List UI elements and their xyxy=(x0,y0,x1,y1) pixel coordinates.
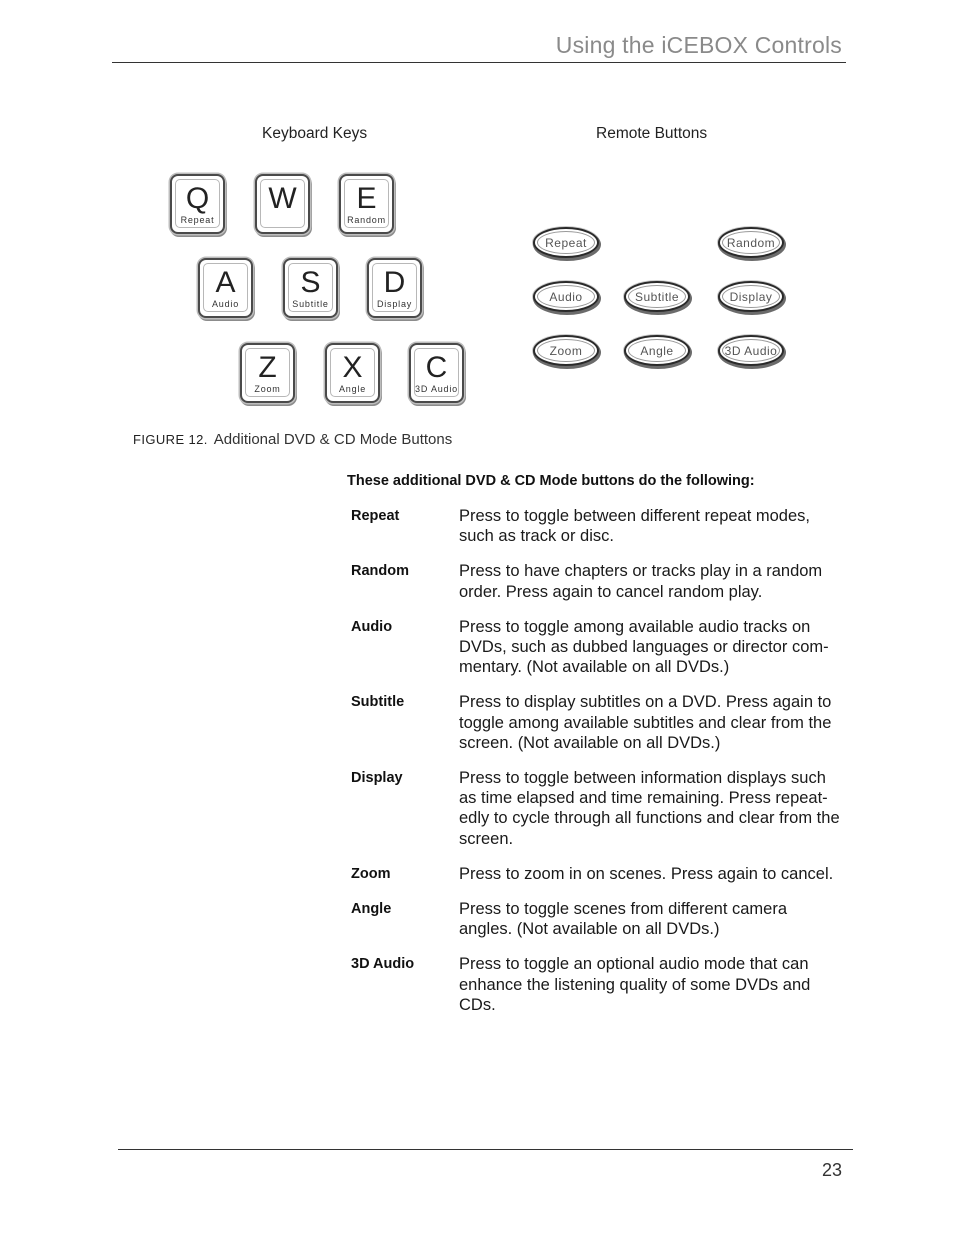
key-sublabel: Repeat xyxy=(180,215,215,225)
button-descriptions xyxy=(351,506,841,1030)
remote-button-subtitle xyxy=(624,281,690,312)
key-letter: W xyxy=(268,182,297,215)
list-item xyxy=(351,768,841,849)
list-item xyxy=(351,692,841,753)
keyboard-keys-label: Keyboard Keys xyxy=(262,125,368,142)
page-number: 23 xyxy=(821,1160,842,1180)
key-letter: D xyxy=(383,266,406,299)
remote-button-label: Angle xyxy=(640,343,674,358)
list-item xyxy=(351,561,841,601)
remote-button-random xyxy=(718,227,784,258)
key-letter: E xyxy=(356,182,377,215)
figure-caption-text: Additional DVD & CD Mode Buttons xyxy=(213,431,453,448)
key-sublabel: Zoom xyxy=(254,384,281,394)
list-item xyxy=(351,617,841,678)
key-q xyxy=(170,174,225,234)
remote-button-display xyxy=(718,281,784,312)
key-x xyxy=(325,343,380,403)
definition-subtitle: Press to display subtitles on a DVD. Press again to toggle among available subtitles and clear from the screen. (Not available on all DVDs.) xyxy=(459,693,832,752)
list-item xyxy=(351,899,841,939)
definition-display: Press to toggle between information displays such as time elapsed and time remaining. Press repeat- edly to cycle through all functions and clear from the screen. xyxy=(459,769,840,848)
remote-button-label: Display xyxy=(729,289,773,304)
definition-repeat: Press to toggle between different repeat modes, such as track or disc. xyxy=(459,507,810,546)
list-item xyxy=(351,506,841,546)
term-repeat: Repeat xyxy=(351,508,400,524)
key-a xyxy=(198,258,253,318)
remote-button-angle xyxy=(624,335,690,366)
figure-caption xyxy=(133,431,452,448)
key-letter: Z xyxy=(258,351,277,384)
term-angle: Angle xyxy=(351,901,392,918)
key-sublabel: 3D Audio xyxy=(415,384,458,394)
remote-button-label: 3D Audio xyxy=(724,343,778,358)
footer-rule xyxy=(118,1149,853,1150)
term-random: Random xyxy=(351,563,409,580)
remote-button-label: Repeat xyxy=(545,235,587,250)
key-sublabel: Display xyxy=(376,299,413,309)
definition-angle: Press to toggle scenes from different camera angles. (Not available on all DVDs.) xyxy=(459,900,788,939)
term-3d-audio: 3D Audio xyxy=(351,956,415,973)
key-letter: S xyxy=(300,266,321,299)
key-w xyxy=(255,174,310,234)
key-e xyxy=(339,174,394,234)
term-audio: Audio xyxy=(351,618,393,635)
remote-button-3d-audio xyxy=(718,335,784,366)
key-c xyxy=(409,343,464,403)
term-display: Display xyxy=(351,770,403,787)
term-zoom: Zoom xyxy=(351,865,391,882)
definition-3d-audio: Press to toggle an optional audio mode that can enhance the listening quality of some DVDs and CDs. xyxy=(459,955,811,1014)
remote-buttons-label: Remote Buttons xyxy=(596,125,708,142)
key-letter: Q xyxy=(185,182,210,215)
definition-zoom: Press to zoom in on scenes. Press again to cancel. xyxy=(459,864,834,883)
key-sublabel: Random xyxy=(347,215,386,225)
term-subtitle: Subtitle xyxy=(351,694,405,711)
key-sublabel: Subtitle xyxy=(292,299,329,309)
remote-button-repeat xyxy=(533,227,599,258)
key-z xyxy=(240,343,295,403)
key-sublabel: Angle xyxy=(338,384,367,394)
header-title: Using the iCEBOX Controls xyxy=(555,32,842,58)
remote-button-audio xyxy=(533,281,599,312)
definition-audio: Press to toggle among available audio tracks on DVDs, such as dubbed languages or director com- mentary. (Not available on all DVDs.) xyxy=(459,617,829,677)
key-letter: A xyxy=(215,266,236,299)
section-intro: These additional DVD & CD Mode buttons do the following: xyxy=(347,473,755,489)
list-item xyxy=(351,954,841,1015)
remote-button-zoom xyxy=(533,335,599,366)
key-s xyxy=(283,258,338,318)
remote-button-label: Random xyxy=(726,235,776,250)
definition-random: Press to have chapters or tracks play in a random order. Press again to cancel random play. xyxy=(459,562,823,601)
list-item xyxy=(351,864,841,884)
key-d xyxy=(367,258,422,318)
figure-number: FIGURE 12. xyxy=(133,432,208,447)
remote-button-label: Zoom xyxy=(549,343,583,358)
key-letter: C xyxy=(425,351,448,384)
key-sublabel: Audio xyxy=(211,299,240,309)
remote-button-label: Audio xyxy=(549,289,583,304)
remote-button-label: Subtitle xyxy=(634,289,680,304)
header-rule xyxy=(112,62,846,63)
key-letter: X xyxy=(342,351,363,384)
